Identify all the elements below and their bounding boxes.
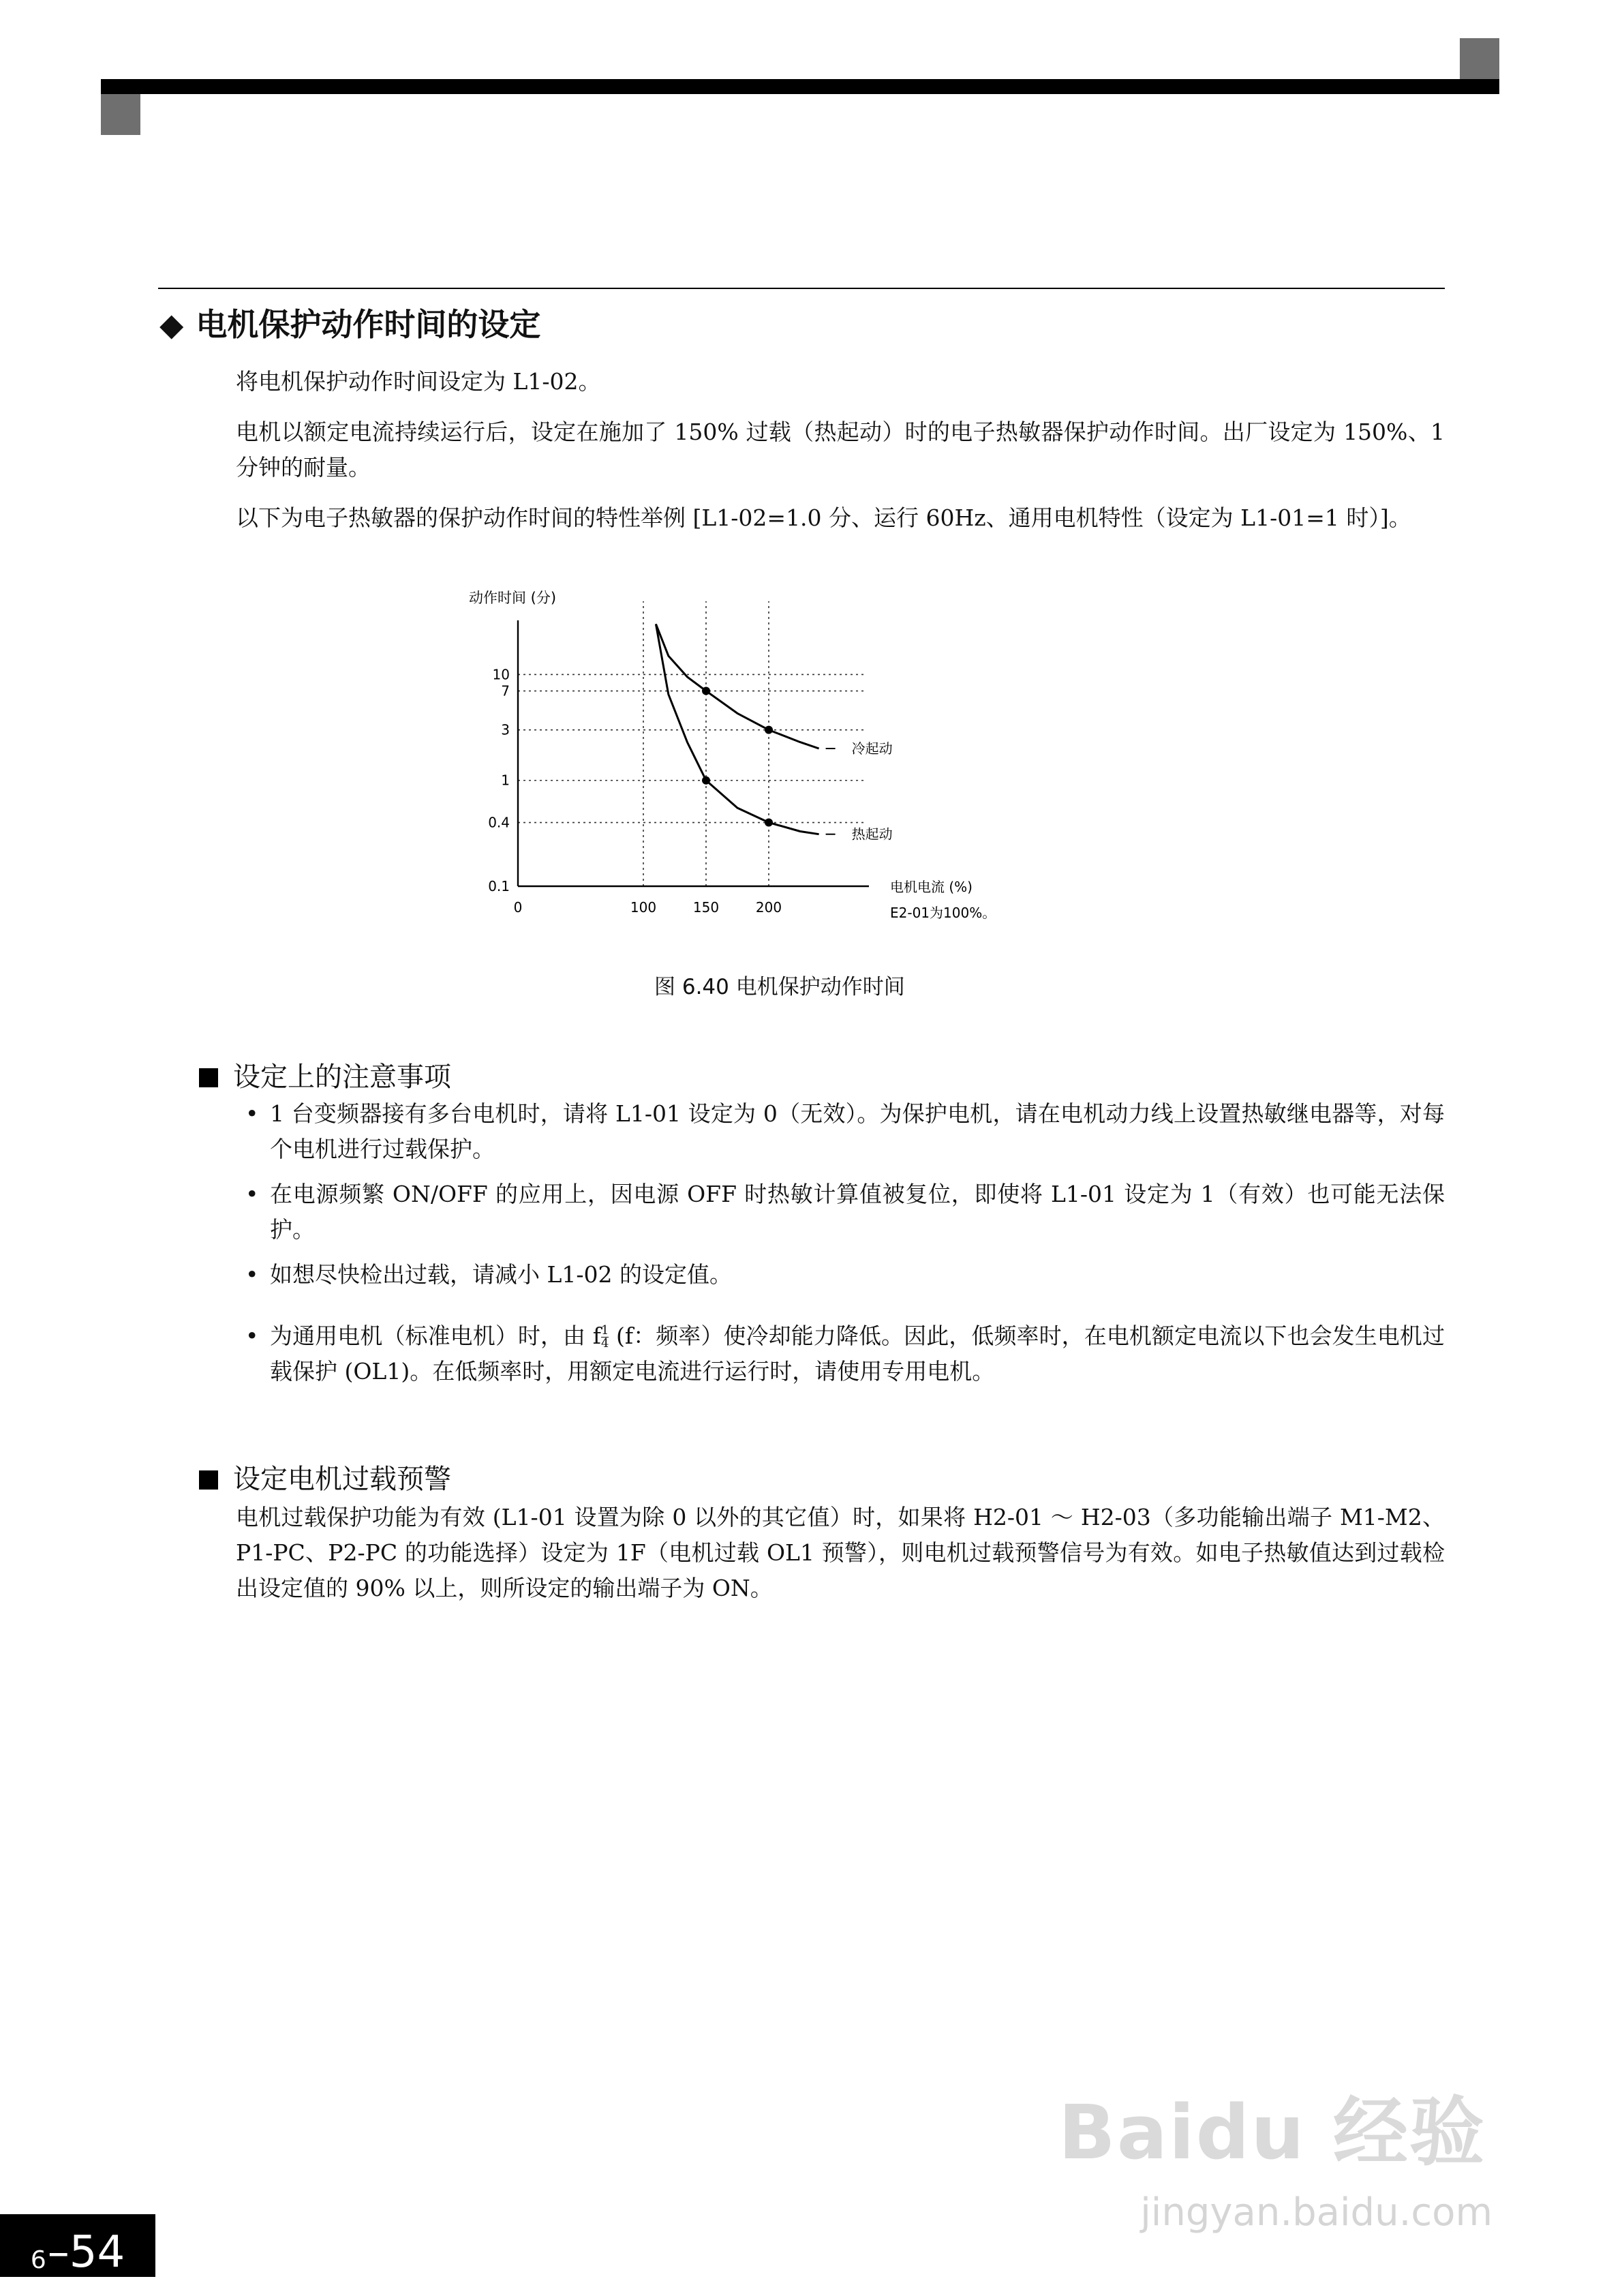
square-bullet-icon [199, 1068, 218, 1087]
note-4-text-b: (f：频率）使冷却能力降低。因此，低频率时，在电机额定电流以下也会发生电机过载保护 (OL1)。在低频率时，用额定电流进行运行时，请使用专用电机。 [270, 1323, 1445, 1385]
y-tick-label: 0.4 [488, 814, 510, 831]
data-point [765, 726, 773, 734]
notes-heading-text: 设定上的注意事项 [233, 1061, 451, 1093]
section-rule [158, 288, 1445, 289]
x-axis-label: 电机电流 (%) [890, 879, 973, 895]
chart-markers [702, 687, 773, 827]
y-tick-label: 1 [501, 772, 510, 789]
watermark-url: jingyan.baidu.com [1140, 2190, 1493, 2235]
overload-time-chart [450, 586, 1063, 948]
notes-heading [199, 1055, 451, 1094]
y-tick-label: 7 [501, 682, 510, 699]
page-chapter: 6 [30, 2246, 46, 2274]
series-label: 冷起动 [851, 740, 893, 757]
diamond-icon: ◆ [159, 306, 184, 343]
square-bullet-icon [199, 1470, 218, 1490]
header-marker-right [1460, 38, 1499, 79]
quarter-fraction [601, 1325, 609, 1350]
x-tick-label: 0 [513, 899, 523, 916]
chart-curves [656, 624, 818, 834]
y-tick-label: 10 [492, 666, 510, 683]
series-curve [656, 624, 818, 834]
chart-grid [518, 601, 866, 886]
list-item: • 1 台变频器接有多台电机时，请将 L1-01 设定为 0（无效）。为保护电机，请在电机动力线上设置热敏继电器等，对每个电机进行过载保护。 [236, 1096, 1445, 1167]
intro-paragraph-1: 将电机保护动作时间设定为 L1-02。 [236, 368, 601, 395]
warning-paragraph: 电机过载保护功能为有效 (L1-01 设置为除 0 以外的其它值）时，如果将 H2-01 ～ H2-03（多功能输出端子 M1-M2、P1-PC、P2-PC 的功能选择）设定为 1F（电机过载 OL1 预警），则电机过载预警信号为有效。如电子热敏值达到过载检出设定值的 90% 以上，则所设定的输出端子为 ON。 [236, 1504, 1445, 1601]
x-tick-label: 150 [692, 899, 720, 916]
list-item [236, 1318, 1445, 1389]
warning-heading [199, 1457, 451, 1496]
data-point [702, 776, 710, 785]
y-axis-label: 动作时间 (分) [469, 590, 557, 606]
x-tick-labels [514, 899, 782, 916]
data-point [765, 819, 773, 827]
page-separator: – [47, 2227, 70, 2278]
note-4-text-a: 为通用电机（标准电机）时，由 f [270, 1323, 601, 1349]
notes-list [236, 1096, 1445, 1389]
list-item: • 在电源频繁 ON/OFF 的应用上，因电源 OFF 时热敏计算值被复位，即使将 L1-01 设定为 1（有效）也可能无法保护。 [236, 1177, 1445, 1248]
intro-paragraph-2: 电机以额定电流持续运行后，设定在施加了 150% 过载（热起动）时的电子热敏器保护动作时间。出厂设定为 150%、1 分钟的耐量。 [236, 419, 1445, 481]
fraction-numerator: 1 [600, 1323, 609, 1338]
intro-paragraph-3: 以下为电子热敏器的保护动作时间的特性举例 [L1-02=1.0 分、运行 60Hz、通用电机特性（设定为 L1-01=1 时）]。 [236, 504, 1411, 531]
warning-heading-text: 设定电机过载预警 [233, 1464, 451, 1495]
x-tick-label: 100 [630, 899, 657, 916]
list-item: • 如想尽快检出过载，请减小 L1-02 的设定值。 [236, 1257, 1445, 1293]
figure-caption: 图 6.40 电机保护动作时间 [654, 975, 905, 999]
data-point [702, 687, 710, 695]
y-tick-label: 0.1 [488, 878, 510, 894]
fraction-denominator: 4 [600, 1336, 609, 1350]
header-bar [101, 79, 1499, 94]
x-axis-note: E2-01为100%。 [890, 905, 996, 921]
header-marker-left [101, 94, 140, 135]
watermark-logo: Baidu 经验 [1058, 2089, 1486, 2176]
page-number [0, 2214, 155, 2277]
chart-series-labels [826, 740, 893, 843]
x-tick-label: 200 [755, 899, 782, 916]
page-number-value: 54 [69, 2227, 125, 2278]
section-title-text: 电机保护动作时间的设定 [196, 306, 541, 343]
section-title [159, 300, 540, 345]
series-label: 热起动 [851, 826, 893, 843]
y-tick-label: 3 [501, 721, 510, 738]
y-tick-labels [488, 666, 510, 894]
